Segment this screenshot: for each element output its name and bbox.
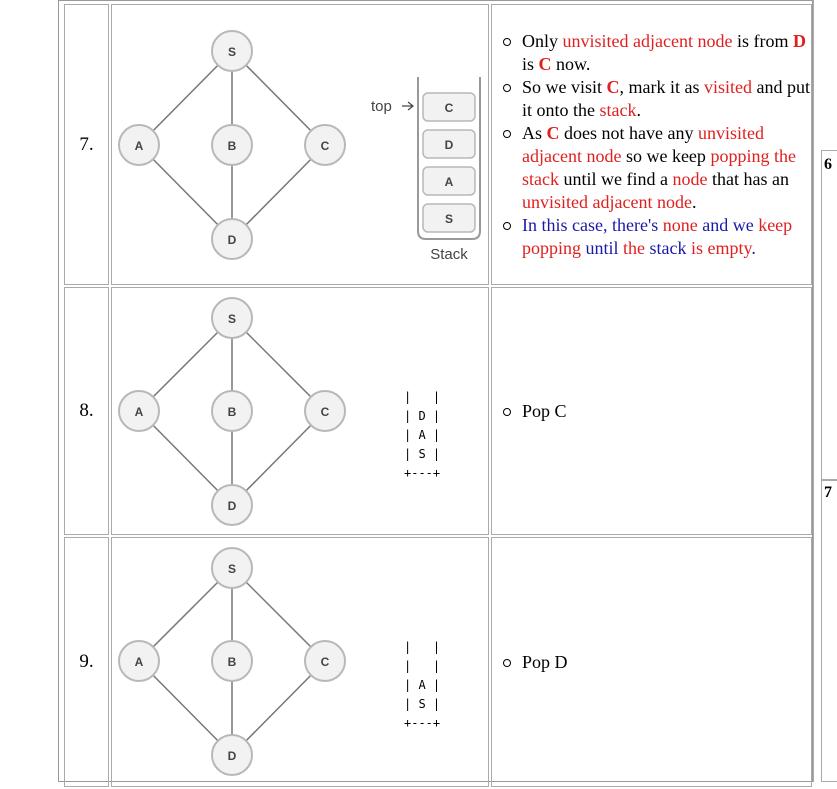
bullet-text-segment: So we visit bbox=[522, 76, 607, 97]
node-label: D bbox=[227, 233, 237, 247]
adjacent-row-number: 7 bbox=[824, 484, 832, 501]
step-number: 9. bbox=[64, 537, 109, 787]
bullet-text-segment: C bbox=[606, 76, 620, 97]
stack-item: A bbox=[444, 175, 454, 189]
bullet-item bbox=[522, 122, 811, 214]
bullet-text-segment: is from bbox=[732, 30, 793, 51]
table-row bbox=[64, 287, 812, 535]
stack-caption: Stack bbox=[430, 246, 468, 263]
bullet-text-segment: . bbox=[636, 99, 641, 120]
bullet-text-segment: until bbox=[581, 237, 624, 258]
bullet-text-segment: is bbox=[522, 53, 539, 74]
node-label: A bbox=[134, 139, 144, 153]
stack-item: S bbox=[444, 212, 454, 226]
node-label: C bbox=[320, 655, 330, 669]
adjacent-cell bbox=[821, 150, 837, 480]
bullet-text-segment: , mark it as bbox=[619, 76, 704, 97]
bullet-item bbox=[522, 651, 811, 674]
bullet-text-segment: unvisited adjacent node bbox=[522, 122, 764, 166]
step-number: 8. bbox=[64, 287, 109, 535]
bullet-text-segment: that has an bbox=[707, 168, 789, 189]
bullet-text-segment: keep popping bbox=[522, 214, 793, 258]
stack-item: C bbox=[444, 101, 454, 115]
bullet-text-segment: and we bbox=[697, 214, 759, 235]
bullet-text-segment: until we find a bbox=[558, 168, 673, 189]
bullet-text-segment: Pop C bbox=[522, 400, 567, 421]
bullet-text-segment: stack bbox=[649, 237, 687, 258]
graph-figure bbox=[111, 287, 489, 535]
step-description bbox=[491, 4, 812, 285]
node-label: B bbox=[227, 405, 237, 419]
dfs-steps-table bbox=[62, 2, 814, 789]
bullet-list bbox=[492, 30, 811, 260]
bullet-text-segment: none bbox=[662, 214, 698, 235]
bullet-text-segment: so we keep bbox=[621, 145, 711, 166]
node-label: S bbox=[227, 45, 237, 59]
graph-figure bbox=[111, 537, 489, 787]
bullet-text-segment: popping the stack bbox=[522, 145, 796, 189]
node-label: S bbox=[227, 312, 237, 326]
left-gutter bbox=[0, 0, 58, 782]
bullet-text-segment: and put it onto the bbox=[522, 76, 810, 120]
bullet-item bbox=[522, 214, 811, 260]
bullet-item bbox=[522, 400, 811, 423]
graph-figure bbox=[111, 4, 489, 285]
step-description bbox=[491, 537, 812, 787]
bullet-text-segment: . bbox=[751, 237, 756, 258]
stack-item: D bbox=[444, 138, 454, 152]
bullet-list bbox=[492, 651, 811, 674]
bullet-text-segment: . bbox=[691, 191, 697, 212]
bullet-text-segment: As bbox=[522, 122, 547, 143]
ascii-stack: | | | D | | A | | S | +---+ bbox=[404, 390, 441, 480]
bullet-item bbox=[522, 30, 811, 76]
column-divider bbox=[813, 0, 814, 782]
adjacent-row-number: 6 bbox=[824, 156, 832, 173]
bullet-text-segment: node bbox=[672, 168, 708, 189]
bullet-text-segment: unvisited adjacent node bbox=[562, 30, 733, 51]
bullet-text-segment: C bbox=[538, 53, 552, 74]
bullet-text-segment: Pop D bbox=[522, 651, 568, 672]
bullet-text-segment: now. bbox=[551, 53, 591, 74]
bullet-text-segment: is empty bbox=[686, 237, 752, 258]
bullet-text-segment: In this case, there's bbox=[522, 214, 663, 235]
bullet-text-segment: C bbox=[546, 122, 560, 143]
bullet-text-segment: stack bbox=[599, 99, 637, 120]
node-label: C bbox=[320, 139, 330, 153]
step-description bbox=[491, 287, 812, 535]
bullet-text-segment: does not have any bbox=[559, 122, 698, 143]
node-label: A bbox=[134, 405, 144, 419]
node-label: D bbox=[227, 749, 237, 763]
adjacent-cell bbox=[821, 480, 837, 782]
node-label: D bbox=[227, 499, 237, 513]
node-label: A bbox=[134, 655, 144, 669]
table-row bbox=[64, 537, 812, 787]
bullet-text-segment: visited bbox=[704, 76, 752, 97]
top-arrow-icon bbox=[402, 102, 413, 110]
node-label: S bbox=[227, 562, 237, 576]
bullet-item bbox=[522, 76, 811, 122]
adjacent-column-edge bbox=[813, 0, 837, 782]
stack-top-label: top bbox=[371, 98, 392, 115]
table-row bbox=[64, 4, 812, 285]
bullet-text-segment: D bbox=[792, 30, 806, 51]
step-number: 7. bbox=[64, 4, 109, 285]
bullet-text-segment: Only bbox=[522, 30, 563, 51]
bullet-text-segment: the bbox=[623, 237, 650, 258]
bullet-list bbox=[492, 400, 811, 423]
node-label: B bbox=[227, 139, 237, 153]
bullet-text-segment: unvisited adjacent node bbox=[522, 191, 692, 212]
graph-diagram bbox=[112, 5, 488, 284]
node-label: C bbox=[320, 405, 330, 419]
node-label: B bbox=[227, 655, 237, 669]
ascii-stack: | | | | | A | | S | +---+ bbox=[404, 640, 441, 730]
